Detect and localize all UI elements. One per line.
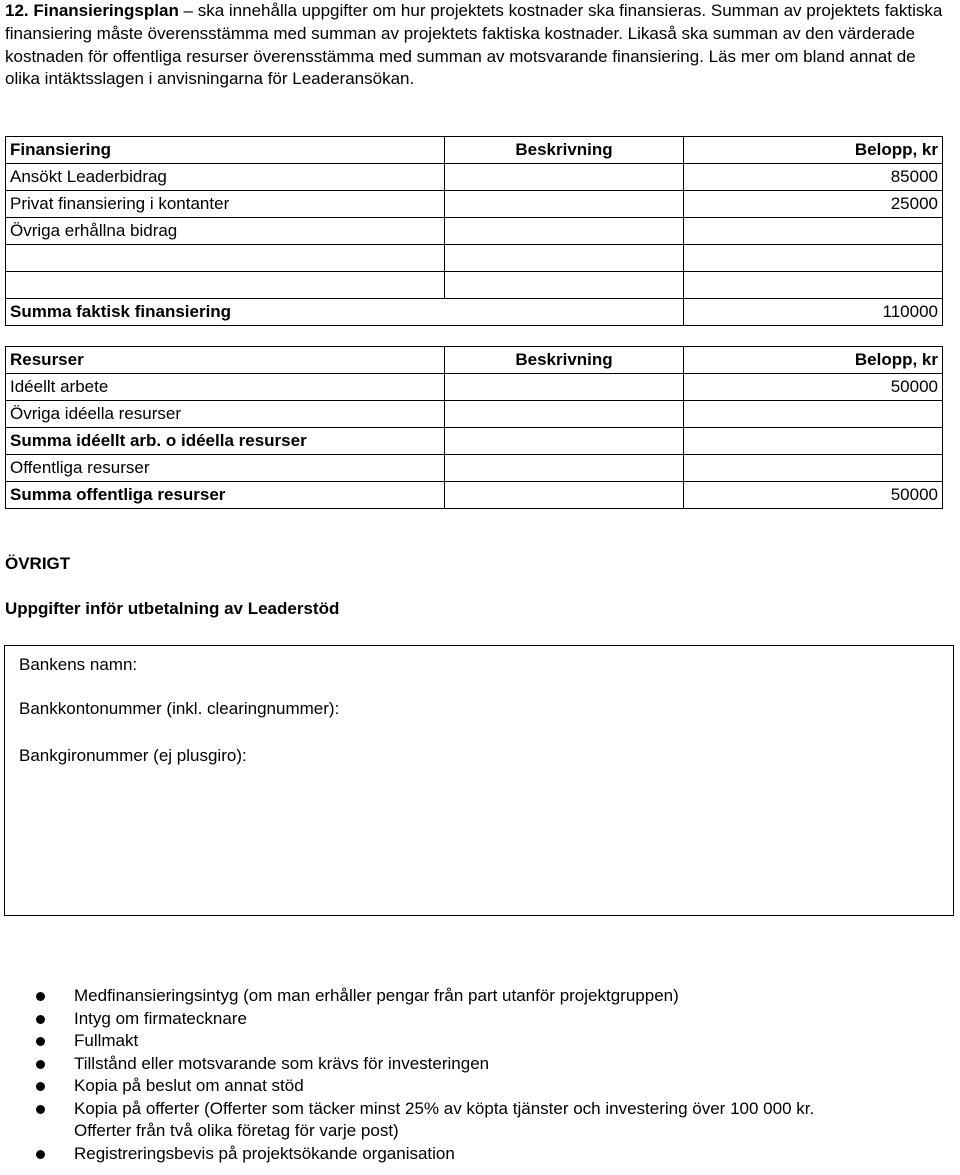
list-item-text: Medfinansieringsintyg (om man erhåller pengar från part utanför projektgruppen) (74, 986, 679, 1005)
list-item (0, 1143, 834, 1166)
resource-amount[interactable]: 50000 (684, 374, 943, 401)
financing-label: Privat finansiering i kontanter (6, 191, 445, 218)
payment-details-heading: Uppgifter inför utbetalning av Leaderstöd (5, 599, 340, 618)
financing-label[interactable] (6, 272, 445, 299)
section-intro (5, 0, 950, 91)
list-item (0, 1075, 834, 1098)
table-row (6, 245, 943, 272)
resource-amount[interactable] (684, 401, 943, 428)
table-row (6, 164, 943, 191)
description-col-header: Beskrivning (445, 137, 684, 164)
resource-label: Summa offentliga resurser (6, 482, 445, 509)
description-col-header: Beskrivning (445, 347, 684, 374)
list-item (0, 1008, 834, 1031)
financing-label[interactable] (6, 245, 445, 272)
bullet-icon (36, 1082, 45, 1091)
resource-amount[interactable] (684, 428, 943, 455)
financing-total-amount: 110000 (684, 299, 943, 326)
table-row (6, 482, 943, 509)
bullet-icon (36, 1015, 45, 1024)
bullet-icon (36, 1105, 45, 1114)
bullet-icon (36, 1060, 45, 1069)
financing-description[interactable] (445, 245, 684, 272)
financing-description[interactable] (445, 218, 684, 245)
financing-description[interactable] (445, 191, 684, 218)
list-item-text: Fullmakt (74, 1031, 139, 1050)
bankgiro-label: Bankgironummer (ej plusgiro): (19, 746, 247, 765)
financing-amount[interactable] (684, 272, 943, 299)
resource-label: Idéellt arbete (6, 374, 445, 401)
list-item (0, 1053, 834, 1076)
financing-label: Övriga erhållna bidrag (6, 218, 445, 245)
table-row (6, 401, 943, 428)
resources-table (5, 346, 943, 509)
financing-amount[interactable]: 25000 (684, 191, 943, 218)
financing-amount[interactable] (684, 218, 943, 245)
resource-label: Offentliga resurser (6, 455, 445, 482)
bullet-icon (36, 992, 45, 1001)
resource-label: Summa idéellt arb. o idéella resurser (6, 428, 445, 455)
table-row (6, 428, 943, 455)
table-row (6, 191, 943, 218)
amount-col-header: Belopp, kr (684, 347, 943, 374)
table-row (6, 272, 943, 299)
financing-table (5, 136, 943, 326)
bank-account-label: Bankkontonummer (inkl. clearingnummer): (19, 699, 340, 718)
resource-amount[interactable] (684, 455, 943, 482)
financing-amount[interactable]: 85000 (684, 164, 943, 191)
resource-amount[interactable]: 50000 (684, 482, 943, 509)
resource-description[interactable] (445, 401, 684, 428)
resource-description[interactable] (445, 482, 684, 509)
list-item (0, 985, 834, 1008)
financing-col-header: Finansiering (6, 137, 445, 164)
section-title-suffix: – ska innehålla uppgifter om hur projektets kostnader ska finansieras. (178, 1, 707, 20)
bank-details-box[interactable] (4, 645, 954, 916)
section-title: 12. Finansieringsplan (5, 1, 179, 20)
resource-description[interactable] (445, 428, 684, 455)
resource-description[interactable] (445, 374, 684, 401)
resources-col-header: Resurser (6, 347, 445, 374)
financing-description[interactable] (445, 164, 684, 191)
financing-description[interactable] (445, 272, 684, 299)
resource-description[interactable] (445, 455, 684, 482)
resource-label: Övriga idéella resurser (6, 401, 445, 428)
financing-label: Ansökt Leaderbidrag (6, 164, 445, 191)
intro-paragraph: Summan av projektets faktiska finansiering måste överensstämma med summan av projektets faktiska kostnader. Likaså ska summan av den värderade kostnaden för offentliga resurser överensstämma med summan av motsvarande finansiering. Läs mer om bland annat de olika intäktsslagen i anvisningarna för Leaderansökan. (5, 1, 943, 89)
attachments-list (0, 985, 834, 1165)
list-item-text: Kopia på beslut om annat stöd (74, 1076, 304, 1095)
table-row (6, 218, 943, 245)
list-item-text: Registreringsbevis på projektsökande organisation (74, 1143, 455, 1163)
list-item-text: Intyg om firmatecknare (74, 1008, 247, 1028)
financing-amount[interactable] (684, 245, 943, 272)
resources-header-row (6, 347, 943, 374)
list-item (0, 1030, 834, 1053)
list-item-text: Tillstånd eller motsvarande som krävs för investeringen (74, 1053, 490, 1073)
table-row (6, 374, 943, 401)
amount-col-header: Belopp, kr (684, 137, 943, 164)
ovrigt-heading: ÖVRIGT (5, 554, 71, 573)
bullet-icon (36, 1150, 45, 1159)
list-item-text: Kopia på offerter (Offerter som täcker minst 25% av köpta tjänster och investering över 100 000 kr. Offerter från två olika företag för varje post) (74, 1098, 815, 1140)
bank-name-label: Bankens namn: (19, 655, 138, 674)
list-item (0, 1098, 834, 1143)
financing-total-row (6, 299, 943, 326)
table-row (6, 455, 943, 482)
bullet-icon (36, 1037, 45, 1046)
financing-total-label: Summa faktisk finansiering (6, 299, 684, 326)
financing-header-row (6, 137, 943, 164)
